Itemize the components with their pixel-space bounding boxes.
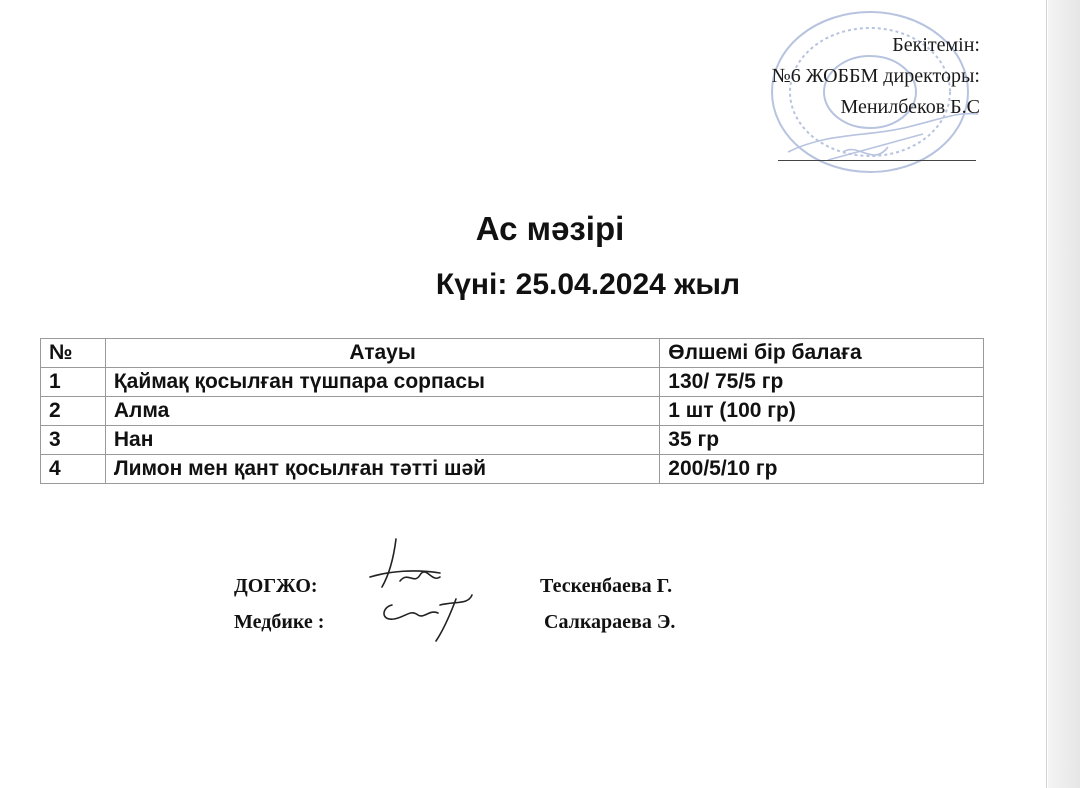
document-title-text: Ас мәзірі — [475, 210, 625, 247]
handwritten-signatures — [360, 535, 500, 645]
approval-position: №6 ЖОББМ директоры: — [771, 65, 980, 87]
document-date — [0, 268, 1080, 302]
page-edge-shadow — [1048, 0, 1080, 788]
approval-signature-line — [778, 160, 976, 161]
cell-amount: 35 гр — [660, 426, 984, 455]
table-row — [41, 368, 984, 397]
cell-name: Нан — [105, 426, 659, 455]
cell-name: Лимон мен қант қосылған тәтті шәй — [105, 455, 659, 484]
table-row — [41, 397, 984, 426]
table-row — [41, 426, 984, 455]
approval-heading: Бекітемін: — [892, 34, 980, 56]
cell-amount: 130/ 75/5 гр — [660, 368, 984, 397]
cell-amount: 200/5/10 гр — [660, 455, 984, 484]
page-edge-line — [1046, 0, 1047, 788]
table-header-row — [41, 339, 984, 368]
approval-director-name: Менилбеков Б.С — [840, 96, 980, 118]
cell-name: Қаймақ қосылған түшпара сорпасы — [105, 368, 659, 397]
table-row — [41, 455, 984, 484]
header-number: № — [41, 339, 106, 368]
signature-person: Салкараева Э. — [544, 611, 676, 633]
approval-block — [772, 30, 980, 123]
cell-number: 4 — [41, 455, 106, 484]
document-date-text: Күні: 25.04.2024 жыл — [435, 268, 741, 301]
menu-table — [40, 338, 984, 484]
signature-person: Тескенбаева Г. — [540, 575, 673, 597]
cell-amount: 1 шт (100 гр) — [660, 397, 984, 426]
header-name: Атауы — [105, 339, 659, 368]
cell-number: 1 — [41, 368, 106, 397]
document-title — [0, 210, 1080, 248]
cell-number: 2 — [41, 397, 106, 426]
header-amount: Өлшемі бір балаға — [660, 339, 984, 368]
signature-role: Медбике : — [234, 611, 325, 633]
signature-role: ДОГЖО: — [234, 575, 318, 597]
cell-number: 3 — [41, 426, 106, 455]
cell-name: Алма — [105, 397, 659, 426]
